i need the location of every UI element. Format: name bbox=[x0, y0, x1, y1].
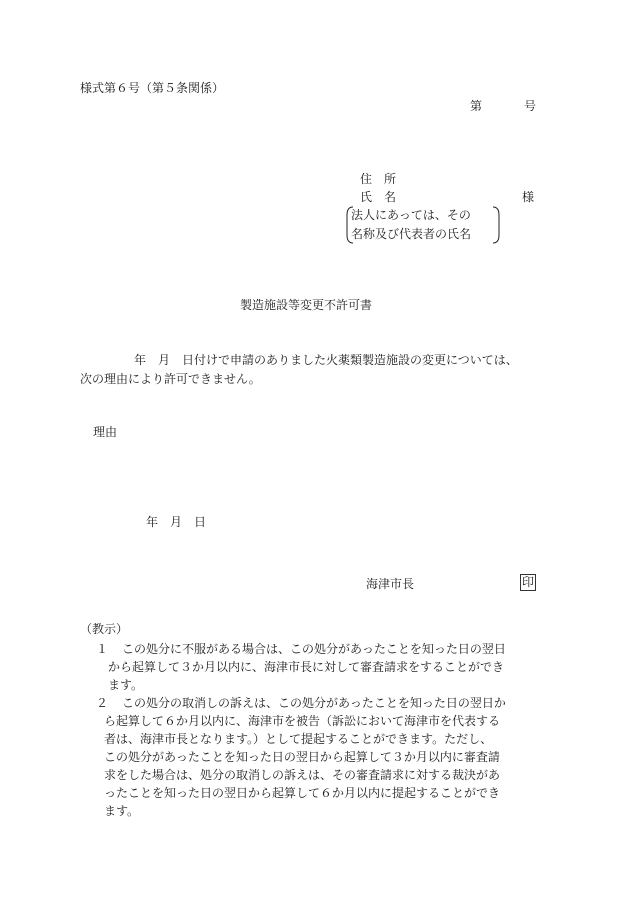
reason-label: 理由 bbox=[93, 425, 118, 439]
honorific: 様 bbox=[522, 190, 535, 204]
address-label: 住 所 bbox=[360, 172, 397, 186]
notice-item-2-line7: ます。 bbox=[104, 804, 140, 818]
issuer-name: 海津市長 bbox=[366, 577, 415, 591]
form-label: 様式第６号（第５条関係） bbox=[80, 81, 225, 95]
notice-item-2-line2: ら起算して６か月以内に、海津市を被告（訴訟において海津市を代表する bbox=[104, 714, 501, 728]
notice-item-2-line1: この処分の取消しの訴えは、この処分があったことを知った日の翌日か bbox=[122, 696, 506, 710]
seal-mark: 印 bbox=[522, 575, 535, 589]
number-suffix: 号 bbox=[524, 99, 537, 113]
notice-item-2-line5: 求をした場合は、処分の取消しの訴えは、その審査請求に対する裁決があ bbox=[104, 768, 501, 782]
notice-item-2-number: ２ bbox=[96, 696, 109, 710]
corporate-note-line1: 法人にあっては、その bbox=[351, 208, 471, 222]
document-title: 製造施設等変更不許可書 bbox=[240, 298, 373, 312]
notice-heading: （教示） bbox=[80, 622, 129, 636]
notice-item-1-line1: この処分に不服がある場合は、この処分があったことを知った日の翌日 bbox=[122, 642, 506, 656]
corporate-note bbox=[345, 205, 501, 245]
body-line2: 次の理由により許可できません。 bbox=[80, 372, 261, 386]
notice-item-1-line3: ます。 bbox=[108, 678, 144, 692]
number-prefix: 第 bbox=[470, 99, 483, 113]
name-label: 氏 名 bbox=[360, 190, 397, 204]
issue-date: 年 月 日 bbox=[146, 515, 207, 529]
notice-item-2-line3: 者は、海津市長となります。）として提起することができます。ただし、 bbox=[104, 732, 493, 746]
notice-item-1-line2: から起算して３か月以内に、海津市長に対して審査請求をすることができ bbox=[108, 660, 505, 674]
notice-item-2-line4: この処分があったことを知った日の翌日から起算して３か月以内に審査請 bbox=[104, 750, 500, 764]
corporate-note-line2: 名称及び代表者の氏名 bbox=[351, 227, 472, 241]
notice-item-2-line6: ったことを知った日の翌日から起算して６か月以内に提起することができ bbox=[104, 786, 501, 800]
body-line1: 年 月 日付けで申請のありました火薬類製造施設の変更については、 bbox=[134, 353, 518, 367]
seal-mark-wrapper bbox=[520, 574, 536, 591]
notice-item-1-number: １ bbox=[96, 642, 109, 656]
